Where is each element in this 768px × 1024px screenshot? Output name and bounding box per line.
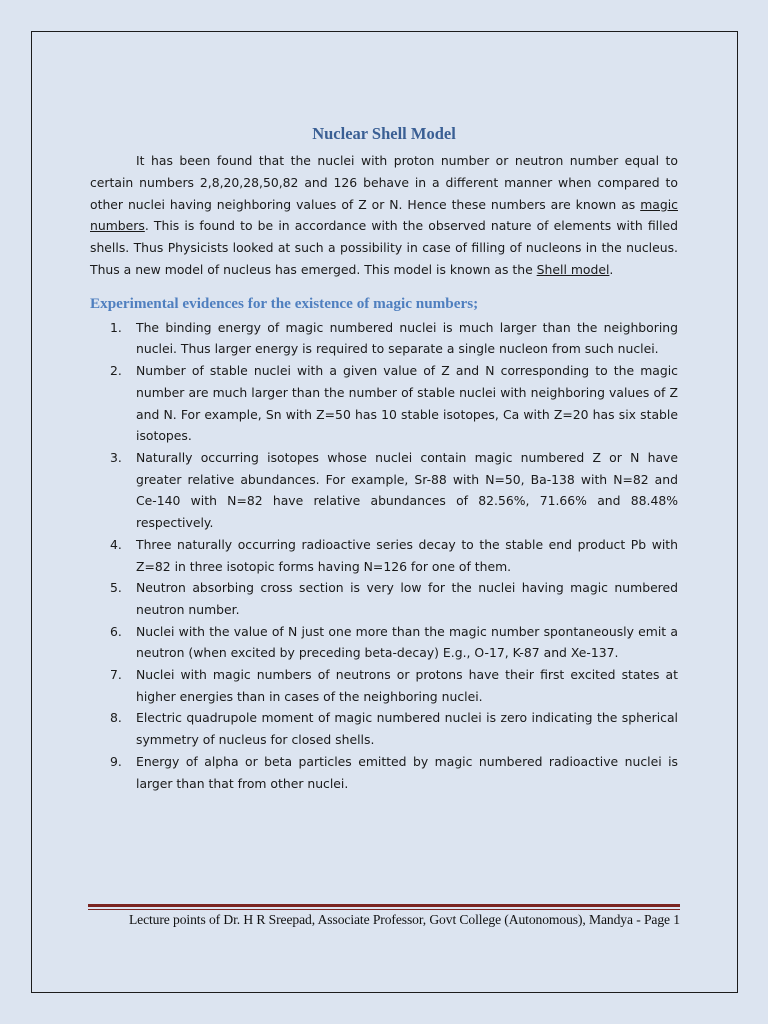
footer-divider-thick <box>88 904 680 907</box>
list-item <box>90 577 678 620</box>
magic-numbers-term: magic numbers <box>90 196 678 234</box>
item-number: 7. <box>110 667 122 683</box>
intro-text-1: It has been found that the nuclei with proton number or neutron number equal to certain numbers 2,8,20,28,50,82 and 126 behave in a different manner when compared to other nuclei having neighboring values of Z or N. Hence these numbers are known as <box>90 153 678 212</box>
item-number: 1. <box>110 319 122 335</box>
document-body <box>90 122 678 794</box>
list-item <box>90 664 678 707</box>
item-number: 5. <box>110 580 122 596</box>
list-item <box>90 447 678 534</box>
list-item <box>90 317 678 360</box>
list-item <box>90 621 678 664</box>
item-text: Nuclei with magic numbers of neutrons or protons have their first excited states at higher energies than in cases of the neighboring nuclei. <box>136 667 678 704</box>
item-number: 6. <box>110 623 122 639</box>
list-item <box>90 707 678 750</box>
evidence-list <box>90 317 678 794</box>
page-footer: Lecture points of Dr. H R Sreepad, Associate Professor, Govt College (Autonomous), Mandya - Page 1 <box>128 912 680 927</box>
item-text: Electric quadrupole moment of magic numbered nuclei is zero indicating the spherical symmetry of nucleus for closed shells. <box>136 710 678 748</box>
section-heading: Experimental evidences for the existence of magic numbers; <box>90 294 479 312</box>
item-text: Naturally occurring isotopes whose nuclei contain magic numbered Z or N have greater relative abundances. For example, Sr-88 with N=50, Ba-138 with N=82 and Ce-140 with N=82 have relative abundances of 82.56%, 71.66% and 88.48% respectively. <box>136 450 678 531</box>
item-number: 3. <box>110 450 122 465</box>
footer-divider <box>88 904 680 910</box>
item-text: The binding energy of magic numbered nuclei is much larger than the neighboring nuclei. Thus larger energy is required to separate a single nucleon from such nuclei. <box>136 319 678 357</box>
intro-paragraph <box>90 150 678 281</box>
item-text: Three naturally occurring radioactive series decay to the stable end product Pb with Z=82 in three isotopic forms having N=126 for one of them. <box>136 536 678 574</box>
page-title: Nuclear Shell Model <box>312 124 456 143</box>
intro-text-2: . This is found to be in accordance with the observed nature of elements with filled shells. Thus Physicists looked at such a possibility in case of filling of nucleons in the nucleus. Thus a new model of nucleus has emerged. This model is known as the <box>90 218 678 277</box>
list-item <box>90 360 678 447</box>
item-text: Nuclei with the value of N just one more than the magic number spontaneously emit a neutron (when excited by preceding beta-decay) E.g., O-17, K-87 and Xe-137. <box>136 623 678 661</box>
item-number: 4. <box>110 536 122 552</box>
item-number: 8. <box>110 710 122 726</box>
shell-model-term: Shell model <box>536 261 610 277</box>
list-item <box>90 534 678 577</box>
footer-divider-thin <box>88 909 680 910</box>
item-number: 9. <box>110 753 122 769</box>
item-number: 2. <box>110 363 122 379</box>
item-text: Number of stable nuclei with a given value of Z and N corresponding to the magic number are much larger than the number of stable nuclei with neighboring values of Z and N. For example, Sn with Z=50 has 10 stable isotopes, Ca with Z=20 has six stable isotopes. <box>136 363 678 444</box>
intro-text-3: . <box>609 261 614 277</box>
list-item <box>90 751 678 794</box>
item-text: Energy of alpha or beta particles emitted by magic numbered radioactive nuclei is larger than that from other nuclei. <box>136 753 678 791</box>
item-text: Neutron absorbing cross section is very low for the nuclei having magic numbered neutron number. <box>136 580 678 617</box>
